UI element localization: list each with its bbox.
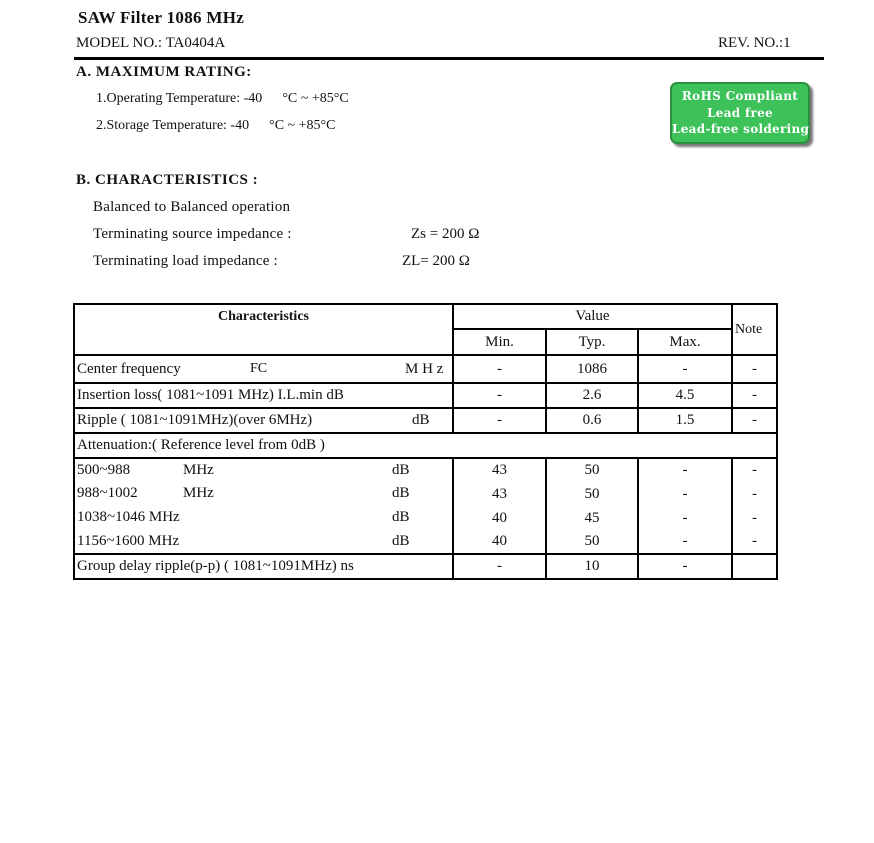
attenuation-range: 988~1002 [77,485,138,501]
table-row [74,458,777,482]
ripple-label: Ripple ( 1081~1091MHz)(over 6MHz) [77,411,313,428]
ripple-unit: dB [412,411,430,428]
center-frequency-unit: M H z [405,361,444,377]
attenuation-range: 1156~1600 MHz [77,532,180,549]
source-impedance-label: Terminating source impedance : [93,226,292,242]
attenuation-range-cell [74,458,453,482]
document-title: SAW Filter 1086 MHz [78,8,245,27]
insertion-loss-label: Insertion loss( 1081~1091 MHz) I.L.min dB [74,383,453,408]
load-impedance-value: ZL= 200 Ω [402,253,470,269]
center-frequency-cell [74,355,453,383]
attenuation-max: - [638,530,732,554]
attenuation-min: 43 [453,458,546,482]
ripple-max: 1.5 [638,408,732,433]
attenuation-note: - [732,506,777,530]
center-frequency-min: - [453,355,546,383]
rohs-line-1: RoHS Compliant [681,89,799,103]
attenuation-min: 40 [453,530,546,554]
operating-temperature-label: 1.Operating Temperature: -40 [96,91,263,106]
attenuation-max: - [638,458,732,482]
table-row [74,355,777,383]
table-row [74,383,777,408]
attenuation-note: - [732,458,777,482]
insertion-loss-note: - [732,383,777,408]
attenuation-min: 43 [453,482,546,506]
attenuation-typ: 45 [546,506,638,530]
header-note: Note [732,304,777,355]
attenuation-range-cell [74,482,453,506]
attenuation-max: - [638,506,732,530]
section-b-heading: B. CHARACTERISTICS : [76,172,259,188]
operating-temperature-range: °C ~ +85°C [282,91,349,106]
ripple-typ: 0.6 [546,408,638,433]
table-row [74,506,777,530]
attenuation-title: Attenuation:( Reference level from 0dB ) [74,433,777,458]
group-delay-label: Group delay ripple(p-p) ( 1081~1091MHz) ns [74,554,453,579]
center-frequency-max: - [638,355,732,383]
center-frequency-typ: 1086 [546,355,638,383]
ripple-note: - [732,408,777,433]
storage-temperature [96,118,335,134]
rohs-line-3: Lead-free soldering [672,122,810,136]
attenuation-unit-db: dB [392,532,410,549]
group-delay-note [732,554,777,579]
group-delay-min: - [453,554,546,579]
attenuation-unit-db: dB [392,485,410,501]
attenuation-unit-mhz: MHz [183,461,214,478]
attenuation-typ: 50 [546,530,638,554]
center-frequency-symbol: FC [250,361,268,376]
operation-mode: Balanced to Balanced operation [93,199,291,215]
source-impedance-value: Zs = 200 Ω [411,226,480,242]
attenuation-range: 500~988 [77,461,131,478]
table-row [74,482,777,506]
operating-temperature [96,91,349,107]
center-frequency-label: Center frequency [77,361,181,377]
ripple-min: - [453,408,546,433]
header-typ: Typ. [546,329,638,355]
rohs-compliant-badge [670,82,810,144]
table-row [74,530,777,554]
attenuation-range-cell [74,506,453,530]
insertion-loss-min: - [453,383,546,408]
revision-number: REV. NO.:1 [718,35,791,51]
insertion-loss-typ: 2.6 [546,383,638,408]
group-delay-typ: 10 [546,554,638,579]
attenuation-min: 40 [453,506,546,530]
table-row [74,554,777,579]
storage-temperature-label: 2.Storage Temperature: -40 [96,118,250,133]
header-value: Value [453,304,732,329]
characteristics-table [73,303,778,580]
load-impedance-label: Terminating load impedance : [93,253,278,269]
attenuation-note: - [732,482,777,506]
header-min: Min. [453,329,546,355]
attenuation-range-cell [74,530,453,554]
attenuation-typ: 50 [546,458,638,482]
attenuation-title-row [74,433,777,458]
center-frequency-note: - [732,355,777,383]
attenuation-note: - [732,530,777,554]
section-a-heading: A. MAXIMUM RATING: [76,64,252,80]
insertion-loss-max: 4.5 [638,383,732,408]
attenuation-unit-db: dB [392,509,410,525]
attenuation-max: - [638,482,732,506]
header-characteristics: Characteristics [74,304,453,355]
attenuation-unit-mhz: MHz [183,485,214,501]
rohs-line-2: Lead free [707,105,773,120]
table-row [74,408,777,433]
table-header-row [74,304,777,329]
header-max: Max. [638,329,732,355]
attenuation-unit-db: dB [392,461,410,478]
header-divider [74,57,824,60]
group-delay-max: - [638,554,732,579]
attenuation-typ: 50 [546,482,638,506]
model-number: MODEL NO.: TA0404A [76,35,226,51]
attenuation-range: 1038~1046 MHz [77,509,180,525]
storage-temperature-range: °C ~ +85°C [269,118,336,133]
ripple-cell [74,408,453,433]
